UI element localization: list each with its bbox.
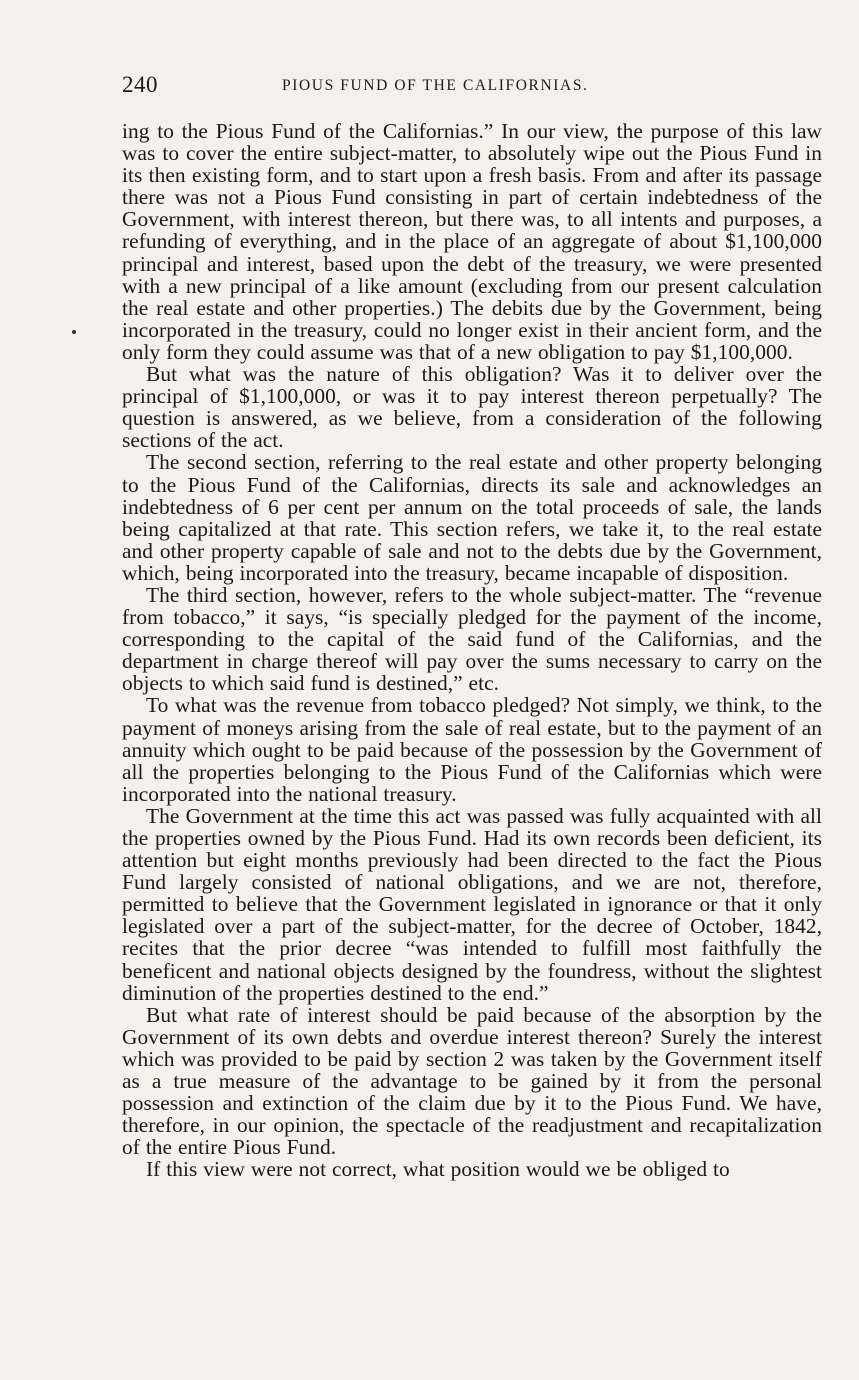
paragraph-3: The second section, referring to the real estate and other property belonging to the Pious Fund of the Californias, directs its sale and acknowledges an indebtedness of 6 per cent per annum on the total proceeds of sale, the lands being capitalized at that rate. This section refers, we take it, to the real estate and other property capable of sale and not to the debts due by the Government, which, being incorporated into the treasury, became incapable of disposition.: [122, 450, 822, 585]
running-head: [122, 72, 820, 106]
paragraph-2: But what was the nature of this obligation? Was it to deliver over the principal of $1,100,000, or was it to pay interest thereon perpetually? The question is answered, as we believe, from a consideration of the following sections of the act.: [122, 362, 822, 453]
paragraph-4: The third section, however, refers to the whole subject-matter. The “revenue from tobacco,” it says, “is specially pledged for the payment of the income, corresponding to the capital of the said fund of the Californias, and the department in charge thereof will pay over the sums necessary to carry on the objects to which said fund is destined,” etc.: [122, 582, 822, 696]
paragraph-1: ing to the Pious Fund of the Californias.” In our view, the purpose of this law was to cover the entire subject-matter, to absolutely wipe out the Pious Fund in its then existing form, and to start upon a fresh basis. From and after its passage there was not a Pious Fund consisting in part of certain indebtedness of the Government, with interest thereon, but there was, to all intents and purposes, a refunding of everything, and in the place of an aggregate of about $1,100,000 principal and interest, based upon the debt of the treasury, we were presented with a new principal of a like amount (excluding from our present calculation the real estate and other properties.) The debits due by the Government, being incorporated in the treasury, could no longer exist in their ancient form, and the only form they could assume was that of a new obligation to pay $1,100,000.: [122, 119, 822, 364]
body-text: [122, 120, 822, 1181]
paragraph-8: If this view were not correct, what position would we be obliged to: [146, 1157, 730, 1182]
paragraph-6: The Government at the time this act was passed was fully acquainted with all the properties owned by the Pious Fund. Had its own records been deficient, its attention but eight months previously had been directed to the fact the Pious Fund largely consisted of national obligations, and we are not, therefore, permitted to believe that the Government legislated in ignorance or that it only legislated over a part of the subject-matter, for the decree of October, 1842, recites that the prior decree “was intended to fulfill most faithfully the beneficent and national objects designed by the foundress, without the slightest diminution of the properties destined to the end.”: [122, 803, 822, 1005]
paragraph-5: To what was the revenue from tobacco pledged? Not simply, we think, to the payment of moneys arising from the sale of real estate, but to the payment of an annuity which ought to be paid because of the possession by the Government of all the properties belonging to the Pious Fund of the Californias which were incorporated into the national treasury.: [122, 693, 822, 806]
page-number: 240: [122, 72, 158, 97]
margin-mark: [72, 330, 76, 334]
running-title: PIOUS FUND OF THE CALIFORNIAS.: [282, 77, 589, 94]
paragraph-7: But what rate of interest should be paid because of the absorption by the Government of its own debts and overdue interest thereon? Surely the interest which was provided to be paid by section 2 was taken by the Government itself as a true measure of the advantage to be gained by it from the personal possession and extinction of the claim due by it to the Pious Fund. We have, therefore, in our opinion, the spectacle of the readjustment and recapitalization of the entire Pious Fund.: [122, 1002, 822, 1160]
